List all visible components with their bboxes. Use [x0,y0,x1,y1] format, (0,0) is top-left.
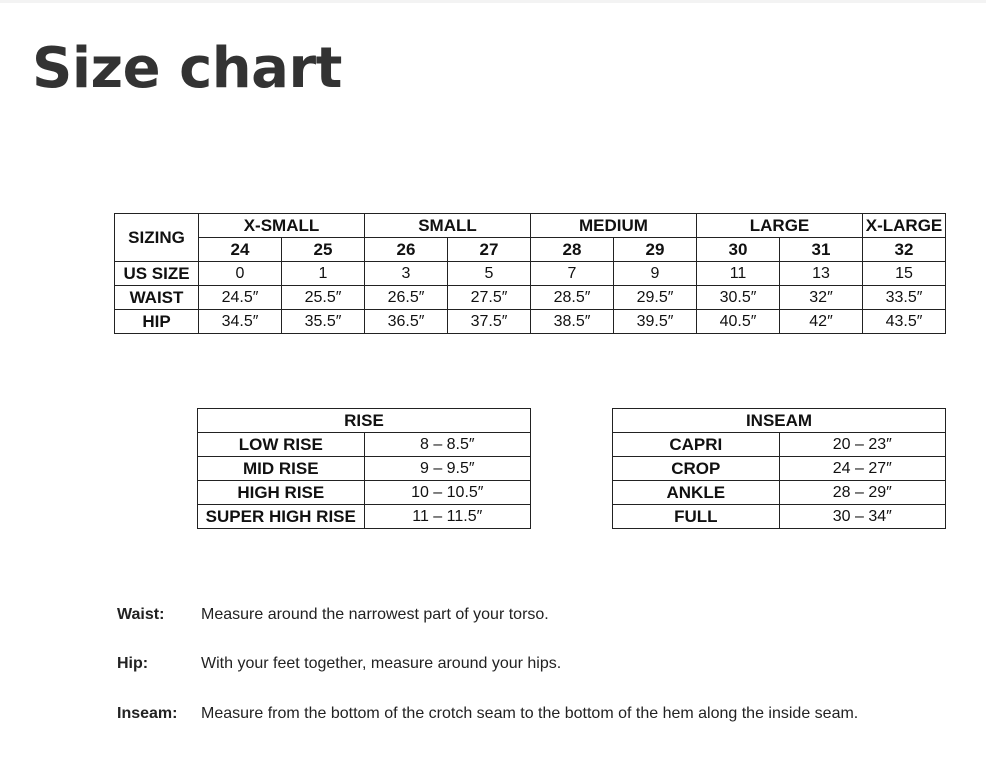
table-row-waist [115,286,946,310]
rise-table [197,408,531,529]
inseam-label: ANKLE [613,481,780,505]
note-label: Inseam: [117,705,178,722]
inseam-value: 24 – 27″ [779,457,945,481]
table-cell: 29.5″ [614,286,697,310]
rise-label: MID RISE [198,457,365,481]
table-row [613,433,946,457]
page-title: Size chart [32,36,342,101]
table-row [613,505,946,529]
group-header-xlarge: X-LARGE [863,214,946,238]
table-cell: 36.5″ [365,310,448,334]
table-row [198,505,531,529]
table-cell: 26.5″ [365,286,448,310]
table-cell: 7 [531,262,614,286]
row-label: WAIST [115,286,199,310]
row-label: US SIZE [115,262,199,286]
group-header-xsmall: X-SMALL [199,214,365,238]
table-cell: 39.5″ [614,310,697,334]
size-number: 26 [365,238,448,262]
table-row-us-size [115,262,946,286]
size-number: 24 [199,238,282,262]
table-cell: 25.5″ [282,286,365,310]
inseam-header: INSEAM [613,409,946,433]
table-row-hip [115,310,946,334]
table-row [198,481,531,505]
rise-value: 9 – 9.5″ [364,457,530,481]
rise-label: SUPER HIGH RISE [198,505,365,529]
inseam-label: FULL [613,505,780,529]
note-text: Measure from the bottom of the crotch seam to the bottom of the hem along the inside seam. [201,705,859,722]
rise-label: LOW RISE [198,433,365,457]
table-cell: 34.5″ [199,310,282,334]
size-number: 25 [282,238,365,262]
size-number: 31 [780,238,863,262]
size-number: 30 [697,238,780,262]
size-table [114,213,946,334]
inseam-value: 20 – 23″ [779,433,945,457]
size-number: 32 [863,238,946,262]
note-label: Waist: [117,606,165,623]
table-cell: 27.5″ [448,286,531,310]
table-cell: 24.5″ [199,286,282,310]
size-number: 27 [448,238,531,262]
table-cell: 11 [697,262,780,286]
row-label: HIP [115,310,199,334]
table-row [613,457,946,481]
note-text: With your feet together, measure around your hips. [201,655,562,672]
size-number-row [115,238,946,262]
table-cell: 9 [614,262,697,286]
table-row [198,457,531,481]
table-cell: 3 [365,262,448,286]
table-cell: 40.5″ [697,310,780,334]
size-group-row [115,214,946,238]
inseam-value: 30 – 34″ [779,505,945,529]
inseam-value: 28 – 29″ [779,481,945,505]
top-divider [0,0,986,3]
table-cell: 30.5″ [697,286,780,310]
table-cell: 5 [448,262,531,286]
rise-header: RISE [198,409,531,433]
table-cell: 33.5″ [863,286,946,310]
note-text: Measure around the narrowest part of your torso. [201,606,549,623]
table-row [198,433,531,457]
table-cell: 13 [780,262,863,286]
table-cell: 15 [863,262,946,286]
table-cell: 0 [199,262,282,286]
size-number: 29 [614,238,697,262]
inseam-label: CAPRI [613,433,780,457]
table-cell: 38.5″ [531,310,614,334]
table-row [613,481,946,505]
group-header-large: LARGE [697,214,863,238]
inseam-label: CROP [613,457,780,481]
table-cell: 37.5″ [448,310,531,334]
table-cell: 28.5″ [531,286,614,310]
inseam-table [612,408,946,529]
note-label: Hip: [117,655,149,672]
rise-value: 8 – 8.5″ [364,433,530,457]
table-cell: 43.5″ [863,310,946,334]
size-number: 28 [531,238,614,262]
sizing-header: SIZING [115,214,199,262]
table-cell: 42″ [780,310,863,334]
rise-label: HIGH RISE [198,481,365,505]
table-cell: 35.5″ [282,310,365,334]
group-header-medium: MEDIUM [531,214,697,238]
table-cell: 1 [282,262,365,286]
rise-value: 10 – 10.5″ [364,481,530,505]
group-header-small: SMALL [365,214,531,238]
rise-value: 11 – 11.5″ [364,505,530,529]
table-cell: 32″ [780,286,863,310]
